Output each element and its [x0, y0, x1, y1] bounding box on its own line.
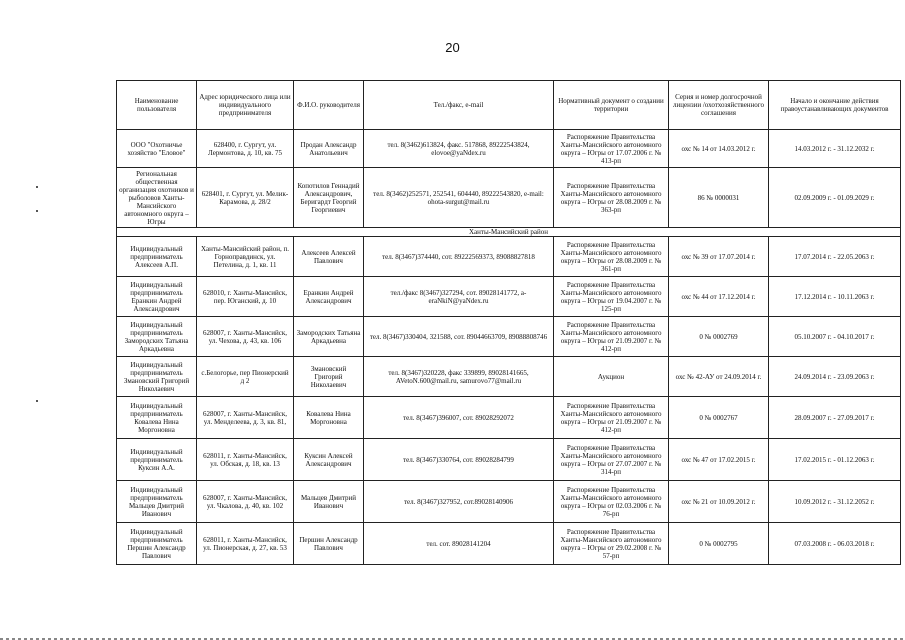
- cell-license: 0 № 0002767: [669, 397, 769, 439]
- cell-document: Распоряжение Правительства Ханты-Мансийского автономного округа – Югры от 02.03.2006 г. № 76-рп: [554, 481, 669, 523]
- table-row: [117, 357, 901, 397]
- cell-address: Ханты-Мансийский район, п. Горноправдинск, ул. Петелина, д. 1, кв. 11: [197, 237, 294, 277]
- cell-address: 628011, г. Ханты-Мансийск, ул. Пионерская, д. 27, кв. 53: [197, 523, 294, 565]
- cell-head: Мальцев Дмитрий Иванович: [294, 481, 364, 523]
- column-header: Начало и окончание действия правоустанавливающих документов: [769, 81, 901, 130]
- cell-head: Змановский Григорий Николаевич: [294, 357, 364, 397]
- cell-name: Индивидуальный предприниматель Куксин А.А.: [117, 439, 197, 481]
- cell-address: 628007, г. Ханты-Мансийск, ул. Менделеева, д. 3, кв. 81,: [197, 397, 294, 439]
- cell-head: Першин Александр Павлович: [294, 523, 364, 565]
- cell-document: Распоряжение Правительства Ханты-Мансийского автономного округа – Югры от 28.08.2009 г. № 361-рп: [554, 237, 669, 277]
- cell-document: Распоряжение Правительства Ханты-Мансийского автономного округа – Югры от 17.07.2006 г. № 413-рп: [554, 130, 669, 168]
- cell-name: Индивидуальный предприниматель Змановский Григорий Николаевич: [117, 357, 197, 397]
- cell-head: Ковалева Нина Моргоновна: [294, 397, 364, 439]
- cell-contacts: тел. 8(3462)613824, факс. 517868, 89222543824, elovoe@yaNdex.ru: [364, 130, 554, 168]
- cell-document: Распоряжение Правительства Ханты-Мансийского автономного округа – Югры от 21.09.2007 г. № 412-рп: [554, 317, 669, 357]
- cell-document: Аукцион: [554, 357, 669, 397]
- cell-address: 628401, г. Сургут, ул. Мелик-Карамова, д. 28/2: [197, 168, 294, 228]
- cell-contacts: тел. сот. 89028141204: [364, 523, 554, 565]
- cell-head: Еранкин Андрей Александрович: [294, 277, 364, 317]
- section-row: [117, 228, 901, 237]
- cell-contacts: тел. 8(3467)320228, факс 339899, 89028141665, AVetoN.600@mail.ru, samurovo77@mail.ru: [364, 357, 554, 397]
- cell-period: 02.09.2009 г. - 01.09.2029 г.: [769, 168, 901, 228]
- cell-license: охс № 42-АУ от 24.09.2014 г.: [669, 357, 769, 397]
- cell-period: 10.09.2012 г. - 31.12.2052 г.: [769, 481, 901, 523]
- cell-document: Распоряжение Правительства Ханты-Мансийского автономного округа – Югры от 21.09.2007 г. № 412-рп: [554, 397, 669, 439]
- table-row: [117, 523, 901, 565]
- table-row: [117, 168, 901, 228]
- cell-address: 628007, г. Ханты-Мансийск, ул. Чкалова, д. 40, кв. 102: [197, 481, 294, 523]
- cell-license: охс № 21 от 10.09.2012 г.: [669, 481, 769, 523]
- cell-head: Продан Александр Анатольевич: [294, 130, 364, 168]
- scan-dot: [36, 210, 38, 212]
- scan-dot: [36, 400, 38, 402]
- cell-contacts: тел. 8(3467)374440, сот. 89222569373, 89088827818: [364, 237, 554, 277]
- table-row: [117, 237, 901, 277]
- cell-name: Индивидуальный предприниматель Замородских Татьяна Аркадьевна: [117, 317, 197, 357]
- cell-contacts: тел. 8(3467)327952, сот.89028140906: [364, 481, 554, 523]
- cell-contacts: тел. 8(3467)396007, сот. 89028292072: [364, 397, 554, 439]
- cell-address: 628400, г. Сургут, ул. Лермонтова, д. 10, кв. 75: [197, 130, 294, 168]
- table-header-row: [117, 81, 901, 130]
- cell-contacts: тел. 8(3462)252571, 252541, 604440, 89222543820, e-mail: ohota-surgut@mail.ru: [364, 168, 554, 228]
- cell-license: 0 № 0002795: [669, 523, 769, 565]
- cell-contacts: тел. 8(3467)330764, сот. 89028284799: [364, 439, 554, 481]
- cell-name: Индивидуальный предприниматель Мальцев Дмитрий Иванович: [117, 481, 197, 523]
- cell-period: 28.09.2007 г. - 27.09.2017 г.: [769, 397, 901, 439]
- cell-period: 17.07.2014 г. - 22.05.2063 г.: [769, 237, 901, 277]
- cell-period: 05.10.2007 г. - 04.10.2017 г.: [769, 317, 901, 357]
- table-row: [117, 130, 901, 168]
- cell-name: Индивидуальный предприниматель Ковалева Нина Моргоновна: [117, 397, 197, 439]
- table-row: [117, 317, 901, 357]
- page-number: 20: [445, 40, 460, 55]
- column-header: Адрес юридического лица или индивидуального предпринимателя: [197, 81, 294, 130]
- cell-period: 17.02.2015 г. - 01.12.2063 г.: [769, 439, 901, 481]
- table-row: [117, 481, 901, 523]
- cell-period: 24.09.2014 г. - 23.09.2063 г.: [769, 357, 901, 397]
- cell-license: 0 № 0002769: [669, 317, 769, 357]
- table-row: [117, 439, 901, 481]
- section-title: Ханты-Мансийский район: [117, 228, 901, 237]
- cell-name: Индивидуальный предприниматель Алексеев А.П.: [117, 237, 197, 277]
- cell-address: с.Белогорье, пер Пионерский д 2: [197, 357, 294, 397]
- cell-period: 14.03.2012 г. - 31.12.2032 г.: [769, 130, 901, 168]
- cell-name: ООО "Охотничье хозяйство "Еловое": [117, 130, 197, 168]
- hunting-grounds-table: [116, 80, 901, 565]
- cell-document: Распоряжение Правительства Ханты-Мансийского автономного округа – Югры от 27.07.2007 г. № 314-рп: [554, 439, 669, 481]
- cell-document: Распоряжение Правительства Ханты-Мансийского автономного округа – Югры от 19.04.2007 г. № 125-рп: [554, 277, 669, 317]
- cell-head: Алексеев Алексей Павлович: [294, 237, 364, 277]
- cell-head: Замородских Татьяна Аркадьевна: [294, 317, 364, 357]
- cell-document: Распоряжение Правительства Ханты-Мансийского автономного округа – Югры от 28.08.2009 г. № 363-рп: [554, 168, 669, 228]
- cell-address: 628010, г. Ханты-Мансийск, пер. Юганский, д. 10: [197, 277, 294, 317]
- cell-name: Индивидуальный предприниматель Еранкин Андрей Александрович: [117, 277, 197, 317]
- cell-contacts: тел./факс 8(3467)327294, сот. 89028141772, a-eraNkiN@yaNdex.ru: [364, 277, 554, 317]
- cell-head: Куксин Алексей Александрович: [294, 439, 364, 481]
- cell-license: 86 № 0000031: [669, 168, 769, 228]
- cell-contacts: тел. 8(3467)330404, 321588, сот. 89044663709, 89088808746: [364, 317, 554, 357]
- cell-license: охс № 44 от 17.12.2014 г.: [669, 277, 769, 317]
- column-header: Серия и номер долгосрочной лицензии /охотхозяйственного соглашения: [669, 81, 769, 130]
- table-row: [117, 397, 901, 439]
- cell-license: охс № 39 от 17.07.2014 г.: [669, 237, 769, 277]
- column-header: Нормативный документ о создании территории: [554, 81, 669, 130]
- cell-license: охс № 14 от 14.03.2012 г.: [669, 130, 769, 168]
- cell-address: 628007, г. Ханты-Мансийск, ул. Чехова, д. 43, кв. 106: [197, 317, 294, 357]
- cell-license: охс № 47 от 17.02.2015 г.: [669, 439, 769, 481]
- cell-period: 07.03.2008 г. - 06.03.2018 г.: [769, 523, 901, 565]
- cell-name: Индивидуальный предприниматель Першин Александр Павлович: [117, 523, 197, 565]
- scan-dot: [36, 186, 38, 188]
- cell-address: 628011, г. Ханты-Мансийск, ул. Обская, д. 18, кв. 13: [197, 439, 294, 481]
- cell-head: Копотилов Геннадий Александрович, Беригардт Георгий Георгиевич: [294, 168, 364, 228]
- column-header: Ф.И.О. руководителя: [294, 81, 364, 130]
- column-header: Тел./факс, e-mail: [364, 81, 554, 130]
- column-header: Наименование пользователя: [117, 81, 197, 130]
- cell-period: 17.12.2014 г. - 10.11.2063 г.: [769, 277, 901, 317]
- cell-document: Распоряжение Правительства Ханты-Мансийского автономного округа – Югры от 29.02.2008 г. № 57-рп: [554, 523, 669, 565]
- table-row: [117, 277, 901, 317]
- cell-name: Региональная общественная организация охотников и рыболовов Ханты-Мансийского автономного округа – Югры: [117, 168, 197, 228]
